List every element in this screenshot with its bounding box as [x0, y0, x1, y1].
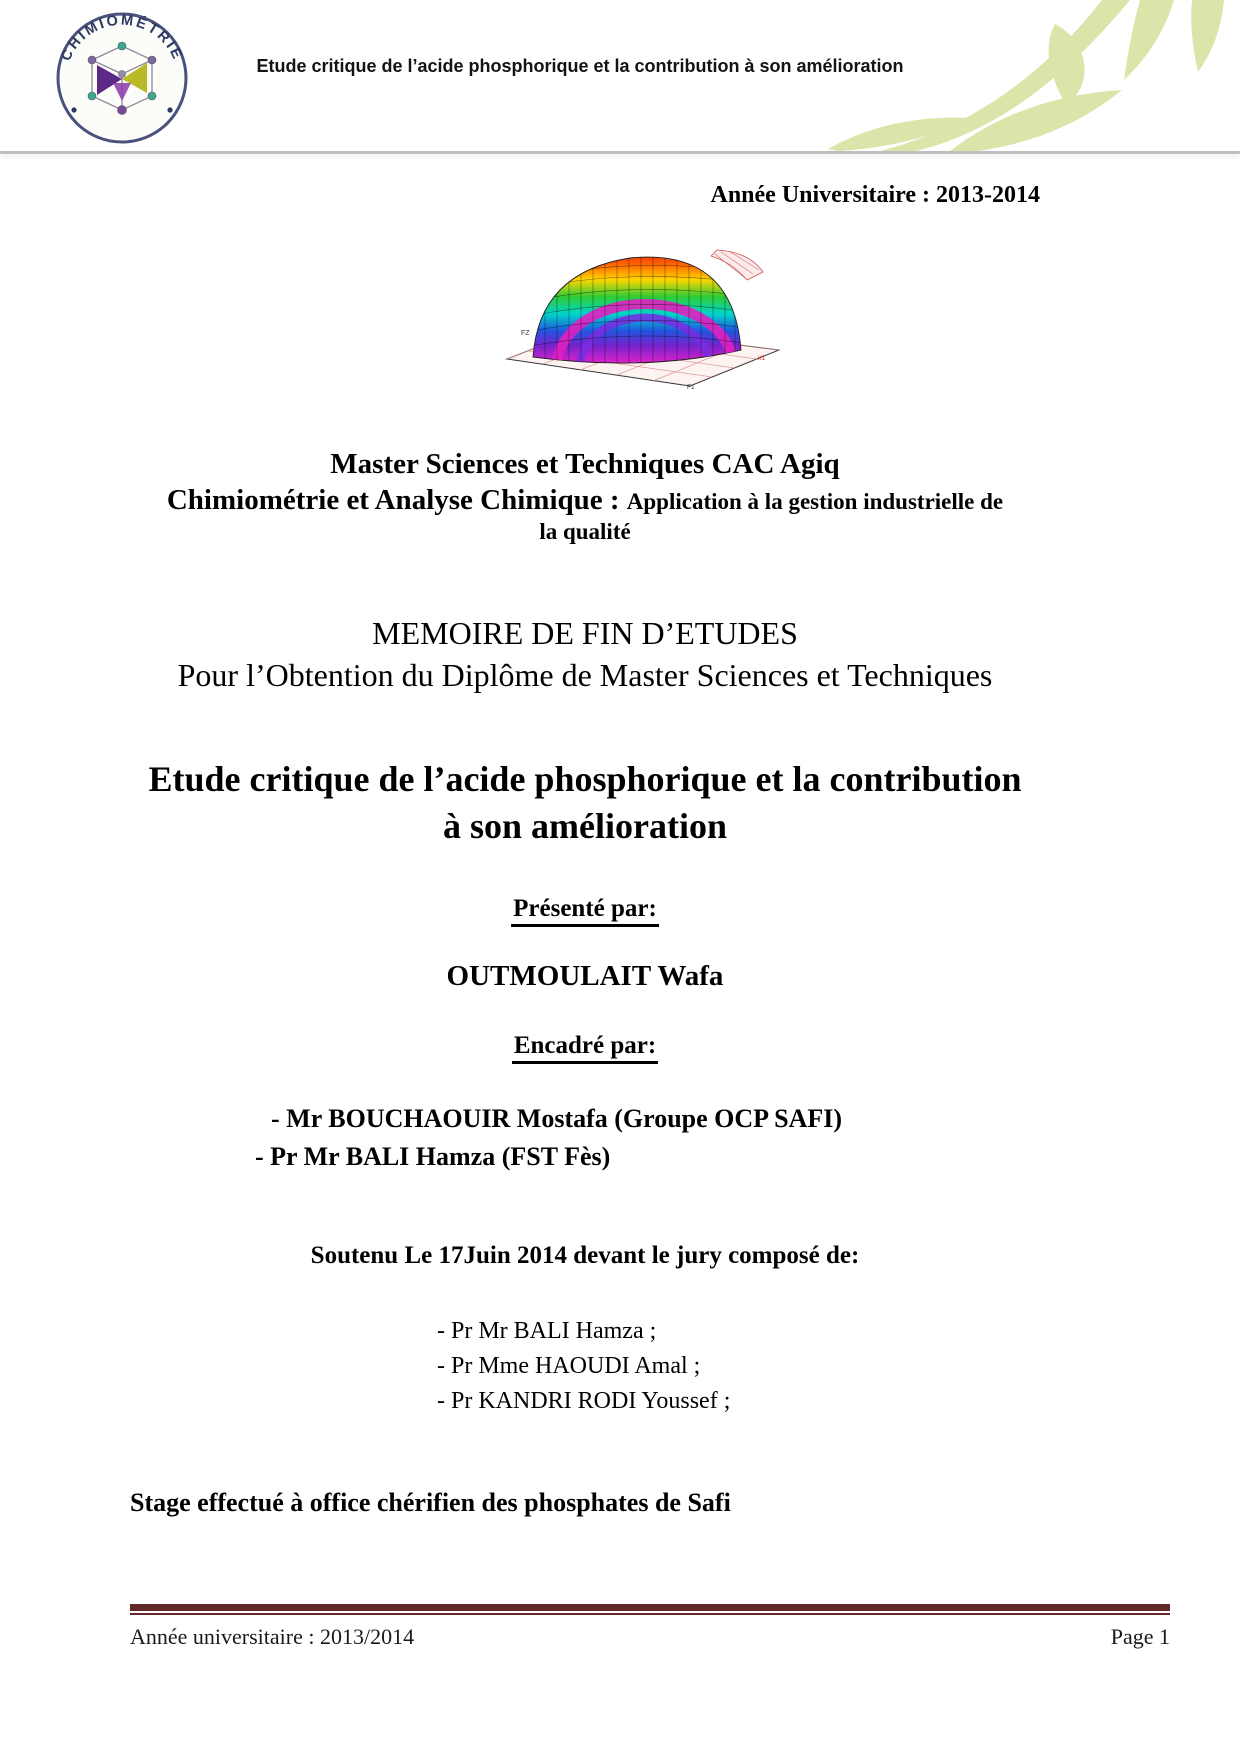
program-subtitle [130, 484, 1040, 517]
jury-member: - Pr Mme HAOUDI Amal ; [437, 1352, 701, 1379]
footer-academic-year: Année universitaire : 2013/2014 [130, 1624, 415, 1649]
supervisor-item: - Mr BOUCHAOUIR Mostafa (Groupe OCP SAFI) [271, 1104, 843, 1133]
memoire-block [130, 612, 1040, 696]
memoire-line1: MEMOIRE DE FIN D’ETUDES [372, 615, 798, 651]
leaf-decoration-icon [820, 0, 1240, 151]
footer [130, 1624, 1170, 1650]
program-title: Master Sciences et Techniques CAC Agiq [330, 448, 840, 480]
internship-note: Stage effectué à office chérifien des phosphates de Safi [130, 1488, 731, 1517]
program-block [130, 448, 1040, 545]
defense-heading: Soutenu Le 17Juin 2014 devant le jury composé de: [310, 1242, 860, 1269]
jury-list [437, 1314, 730, 1418]
header-divider [0, 151, 1240, 154]
main-title [130, 756, 1040, 850]
supervisor-item: - Pr Mr BALI Hamza (FST Fès) [255, 1141, 611, 1171]
footer-page-number: Page 1 [1110, 1624, 1170, 1649]
jury-member: - Pr KANDRI RODI Youssef ; [437, 1387, 731, 1414]
footer-rule-thick [130, 1604, 1170, 1611]
plot-f1-axis-label: F1 [687, 384, 695, 390]
supervised-by-heading: Encadré par: [512, 1032, 658, 1064]
memoire-line2: Pour l’Obtention du Diplôme de Master Sciences et Techniques [177, 657, 993, 694]
footer-rule-thin [130, 1613, 1170, 1615]
plot-z-axis-label: FZ [521, 330, 530, 337]
program-subtitle-rest: Application à la gestion industrielle de [626, 489, 1004, 514]
main-title-line2: à son amélioration [443, 805, 727, 846]
supervisors-list [255, 1100, 842, 1175]
plot-x1-axis-label: x1 [758, 355, 766, 362]
program-subtitle-strong: Chimiométrie et Analyse Chimique : [166, 484, 620, 516]
supervised-by-section [130, 1032, 1040, 1064]
program-subtitle-rest2: la qualité [539, 519, 631, 544]
running-header-title: Etude critique de l’acide phosphorique et la contribution à son amélioration [256, 56, 904, 76]
academic-year: Année Universitaire : 2013-2014 [710, 182, 1040, 208]
jury-member: - Pr Mr BALI Hamza ; [437, 1318, 657, 1344]
presented-by-heading: Présenté par: [511, 895, 659, 927]
surface-plot-figure [495, 240, 780, 390]
main-title-line1: Etude critique de l’acide phosphorique et la contribution [148, 759, 1022, 799]
author-name: OUTMOULAIT Wafa [446, 960, 724, 992]
presented-by-section [130, 895, 1040, 927]
chimiometrie-logo-icon [52, 8, 192, 148]
logo-text: CHIMIOMÉTRIE [58, 12, 186, 64]
